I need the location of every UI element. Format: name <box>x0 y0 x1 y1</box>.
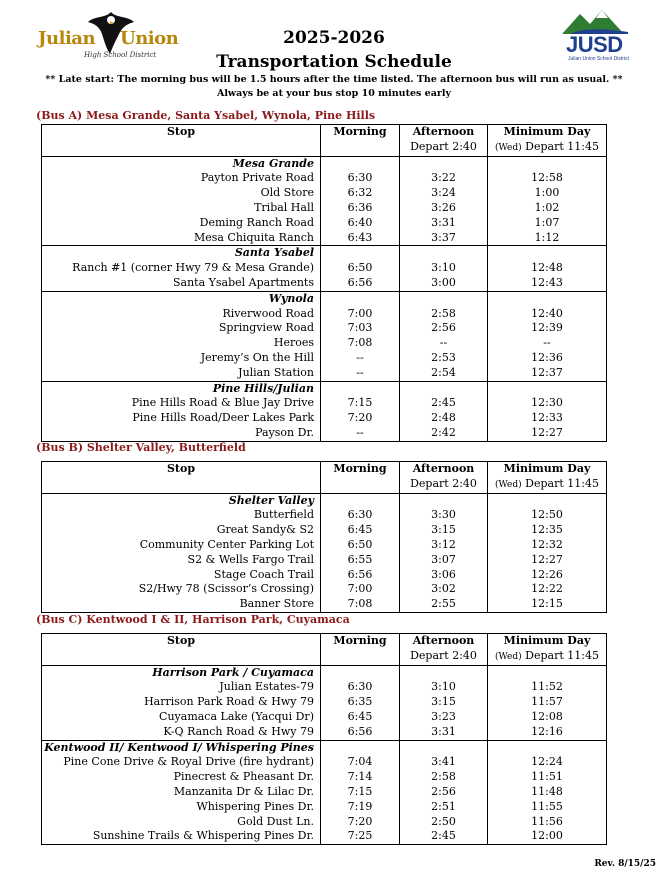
stop-name: Butterfield <box>253 508 314 522</box>
stop-name: Sunshine Trails & Whispering Pines Dr. <box>92 829 314 843</box>
revision-date: Rev. 8/15/25 <box>594 859 656 869</box>
afternoon-time: 3:26 <box>400 201 488 216</box>
minday-time: 12:39 <box>488 321 607 336</box>
morning-time: 7:20 <box>321 411 400 426</box>
afternoon-time: 3:07 <box>400 553 488 568</box>
minday-time: 1:07 <box>488 216 607 231</box>
table-row <box>42 710 607 725</box>
table-row <box>42 815 607 830</box>
minday-time: 12:27 <box>488 426 607 441</box>
morning-time: 6:56 <box>321 276 400 291</box>
stop-name: K-Q Ranch Road & Hwy 79 <box>163 724 314 738</box>
morning-time: 7:04 <box>321 755 400 770</box>
stop-name: Pine Hills Road & Blue Jay Drive <box>131 396 314 410</box>
table-row <box>42 351 607 366</box>
afternoon-header-label: Afternoon <box>412 462 475 475</box>
bus-title: (Bus B) Shelter Valley, Butterfield <box>36 441 246 454</box>
afternoon-time: 2:48 <box>400 411 488 426</box>
minday-time: 12:16 <box>488 725 607 740</box>
table-row <box>42 508 607 523</box>
afternoon-time: 2:42 <box>400 426 488 441</box>
morning-time: 7:00 <box>321 582 400 597</box>
afternoon-time: 3:37 <box>400 231 488 246</box>
morning-time: 7:20 <box>321 815 400 830</box>
table-row <box>42 770 607 785</box>
minday-time: 11:57 <box>488 695 607 710</box>
jusd-subtitle: Julian Union School District <box>568 56 629 62</box>
morning-time: 6:55 <box>321 553 400 568</box>
stop-name: Great Sandy& S2 <box>216 523 314 537</box>
table-header-row <box>42 634 607 666</box>
table-row <box>42 411 607 426</box>
stop-header <box>42 125 321 157</box>
morning-time: 7:19 <box>321 800 400 815</box>
page-title: Transportation Schedule <box>216 52 452 72</box>
morning-header <box>321 634 400 666</box>
table-row <box>42 538 607 553</box>
afternoon-time: 3:02 <box>400 582 488 597</box>
afternoon-header-label: Afternoon <box>412 125 475 138</box>
minday-wed: (Wed) <box>495 142 522 153</box>
morning-time: 6:35 <box>321 695 400 710</box>
morning-header-label: Morning <box>333 634 387 647</box>
afternoon-time: 3:31 <box>400 216 488 231</box>
minday-depart: Depart 11:45 <box>525 139 599 153</box>
morning-time: 6:43 <box>321 231 400 246</box>
stop-name: Mesa Chiquita Ranch <box>193 230 314 244</box>
stop-name: Santa Ysabel Apartments <box>173 275 314 289</box>
group-name: Santa Ysabel <box>42 246 321 261</box>
afternoon-time: 3:24 <box>400 186 488 201</box>
minday-header <box>488 125 607 157</box>
table-row <box>42 725 607 740</box>
afternoon-time: 2:45 <box>400 396 488 411</box>
group-row <box>42 291 607 306</box>
stop-name: S2 & Wells Fargo Trail <box>187 552 314 566</box>
stop-name: Old Store <box>260 186 314 200</box>
afternoon-depart: Depart 2:40 <box>410 476 477 490</box>
morning-time: 6:45 <box>321 523 400 538</box>
afternoon-time: 3:10 <box>400 261 488 276</box>
minday-time: 11:56 <box>488 815 607 830</box>
group-row <box>42 740 607 755</box>
stop-header <box>42 462 321 494</box>
stop-name: Julian Estates-79 <box>219 680 314 694</box>
afternoon-header <box>400 125 488 157</box>
minday-depart: Depart 11:45 <box>525 476 599 490</box>
morning-time: 6:45 <box>321 710 400 725</box>
table-row <box>42 755 607 770</box>
afternoon-time: 3:12 <box>400 538 488 553</box>
schedule-table <box>41 461 607 613</box>
afternoon-time: 3:22 <box>400 171 488 186</box>
table-row <box>42 336 607 351</box>
afternoon-header <box>400 634 488 666</box>
minday-time: 12:40 <box>488 307 607 322</box>
minday-time: 12:32 <box>488 538 607 553</box>
minday-wed: (Wed) <box>495 651 522 662</box>
table-row <box>42 829 607 844</box>
morning-time: 7:03 <box>321 321 400 336</box>
morning-header-label: Morning <box>333 462 387 475</box>
stop-name: S2/Hwy 78 (Scissor’s Crossing) <box>138 582 314 596</box>
stop-header-label: Stop <box>166 125 196 138</box>
stop-header-label: Stop <box>166 634 196 647</box>
stop-name: Pine Cone Drive & Royal Drive (fire hydrant) <box>63 755 314 769</box>
morning-time: 7:25 <box>321 829 400 844</box>
afternoon-time: 3:23 <box>400 710 488 725</box>
afternoon-time: 2:45 <box>400 829 488 844</box>
morning-time: 6:56 <box>321 568 400 583</box>
morning-header-label: Morning <box>333 125 387 138</box>
table-row <box>42 582 607 597</box>
table-row <box>42 216 607 231</box>
stop-name: Stage Coach Trail <box>213 567 314 581</box>
group-name: Kentwood II/ Kentwood I/ Whispering Pines <box>42 740 321 755</box>
afternoon-time: 3:06 <box>400 568 488 583</box>
stop-name: Springview Road <box>218 321 314 335</box>
afternoon-time: 2:50 <box>400 815 488 830</box>
minday-time: 12:24 <box>488 755 607 770</box>
afternoon-depart: Depart 2:40 <box>410 139 477 153</box>
school-year: 2025-2026 <box>283 28 385 48</box>
stop-name: Deming Ranch Road <box>199 215 314 229</box>
minday-time: 12:37 <box>488 366 607 381</box>
minday-time: 11:51 <box>488 770 607 785</box>
afternoon-time: 3:15 <box>400 695 488 710</box>
morning-time: 7:08 <box>321 597 400 612</box>
morning-time: 7:00 <box>321 307 400 322</box>
minday-time: 1:02 <box>488 201 607 216</box>
table-header-row <box>42 125 607 157</box>
bus-title: (Bus A) Mesa Grande, Santa Ysabel, Wynola, Pine Hills <box>36 109 376 122</box>
minday-time: 12:27 <box>488 553 607 568</box>
group-name: Wynola <box>42 291 321 306</box>
table-row <box>42 307 607 322</box>
table-row <box>42 785 607 800</box>
morning-time: 6:50 <box>321 261 400 276</box>
stop-name: Jeremy’s On the Hill <box>200 350 314 364</box>
minday-time: 12:50 <box>488 508 607 523</box>
schedule-table <box>41 124 607 442</box>
logo-word-julian: Julian <box>38 28 96 49</box>
table-row <box>42 523 607 538</box>
minday-time: 12:43 <box>488 276 607 291</box>
stop-name: Payson Dr. <box>255 425 314 439</box>
morning-time: -- <box>321 426 400 441</box>
afternoon-time: 2:58 <box>400 307 488 322</box>
morning-time: 7:14 <box>321 770 400 785</box>
afternoon-time: 3:00 <box>400 276 488 291</box>
group-row <box>42 493 607 508</box>
stop-name: Ranch #1 (corner Hwy 79 & Mesa Grande) <box>72 261 314 275</box>
stop-name: Payton Private Road <box>200 171 314 185</box>
late-start-note: ** Late start: The morning bus will be 1.5 hours after the time listed. The afternoon bus will run as usual. ** <box>45 74 623 85</box>
morning-time: 6:32 <box>321 186 400 201</box>
afternoon-time: -- <box>400 336 488 351</box>
stop-name: Tribal Hall <box>254 200 314 214</box>
table-row <box>42 186 607 201</box>
minday-header-label: Minimum Day <box>503 462 591 475</box>
afternoon-time: 2:54 <box>400 366 488 381</box>
morning-time: 6:36 <box>321 201 400 216</box>
minday-header-label: Minimum Day <box>503 634 591 647</box>
table-row <box>42 366 607 381</box>
morning-time: 6:30 <box>321 680 400 695</box>
afternoon-time: 2:51 <box>400 800 488 815</box>
schedule-table <box>41 633 607 845</box>
stop-name: Pinecrest & Pheasant Dr. <box>173 770 314 784</box>
afternoon-time: 2:56 <box>400 785 488 800</box>
minday-time: 11:55 <box>488 800 607 815</box>
morning-time: 6:56 <box>321 725 400 740</box>
group-row <box>42 665 607 680</box>
minday-time: 12:48 <box>488 261 607 276</box>
minday-depart: Depart 11:45 <box>525 648 599 662</box>
minday-time: 12:36 <box>488 351 607 366</box>
table-row <box>42 171 607 186</box>
minday-time: 12:00 <box>488 829 607 844</box>
arrival-note: Always be at your bus stop 10 minutes early <box>216 88 452 99</box>
afternoon-time: 2:58 <box>400 770 488 785</box>
minday-header <box>488 634 607 666</box>
stop-name: Harrison Park Road & Hwy 79 <box>144 695 314 709</box>
logo-subtitle: High School District <box>84 51 157 59</box>
stop-name: Banner Store <box>239 597 314 611</box>
table-row <box>42 680 607 695</box>
morning-time: 7:08 <box>321 336 400 351</box>
afternoon-header <box>400 462 488 494</box>
minday-header <box>488 462 607 494</box>
minday-time: 12:30 <box>488 396 607 411</box>
afternoon-time: 3:41 <box>400 755 488 770</box>
table-row <box>42 231 607 246</box>
minday-time: 11:52 <box>488 680 607 695</box>
table-row <box>42 597 607 612</box>
table-row <box>42 695 607 710</box>
stop-name: Manzanita Dr & Lilac Dr. <box>173 784 314 798</box>
group-row <box>42 381 607 396</box>
stop-header <box>42 634 321 666</box>
morning-time: 7:15 <box>321 785 400 800</box>
group-row <box>42 156 607 171</box>
minday-time: 12:26 <box>488 568 607 583</box>
stop-name: Pine Hills Road/Deer Lakes Park <box>132 411 314 425</box>
stop-name: Whispering Pines Dr. <box>196 799 314 813</box>
stop-header-label: Stop <box>166 462 196 475</box>
minday-time: 12:33 <box>488 411 607 426</box>
table-row <box>42 201 607 216</box>
morning-time: 6:50 <box>321 538 400 553</box>
morning-time: 7:15 <box>321 396 400 411</box>
group-name: Harrison Park / Cuyamaca <box>152 665 314 679</box>
stop-name: Gold Dust Ln. <box>237 814 314 828</box>
morning-time: 6:30 <box>321 508 400 523</box>
afternoon-header-label: Afternoon <box>412 634 475 647</box>
minday-header-label: Minimum Day <box>503 125 591 138</box>
morning-header <box>321 125 400 157</box>
group-name: Pine Hills/Julian <box>42 381 321 396</box>
minday-time: 12:15 <box>488 597 607 612</box>
afternoon-depart: Depart 2:40 <box>410 648 477 662</box>
minday-time: 12:08 <box>488 710 607 725</box>
group-row <box>42 246 607 261</box>
table-row <box>42 261 607 276</box>
minday-time: 1:00 <box>488 186 607 201</box>
table-row <box>42 426 607 441</box>
logo-word-union: Union <box>120 28 179 49</box>
morning-header <box>321 462 400 494</box>
minday-time: 12:58 <box>488 171 607 186</box>
table-row <box>42 553 607 568</box>
morning-time: 6:40 <box>321 216 400 231</box>
bus-title: (Bus C) Kentwood I & II, Harrison Park, Cuyamaca <box>36 613 350 626</box>
morning-time: -- <box>321 366 400 381</box>
table-row <box>42 396 607 411</box>
jusd-wordmark: JUSD <box>566 32 623 57</box>
minday-time: 1:12 <box>488 231 607 246</box>
minday-time: -- <box>488 336 607 351</box>
stop-name: Community Center Parking Lot <box>139 537 314 551</box>
table-header-row <box>42 462 607 494</box>
afternoon-time: 2:53 <box>400 351 488 366</box>
afternoon-time: 3:10 <box>400 680 488 695</box>
morning-time: -- <box>321 351 400 366</box>
afternoon-time: 3:31 <box>400 725 488 740</box>
minday-time: 11:48 <box>488 785 607 800</box>
group-name: Mesa Grande <box>232 156 314 170</box>
table-row <box>42 276 607 291</box>
afternoon-time: 2:55 <box>400 597 488 612</box>
table-row <box>42 321 607 336</box>
table-row <box>42 800 607 815</box>
stop-name: Cuyamaca Lake (Yacqui Dr) <box>159 709 314 723</box>
afternoon-time: 2:56 <box>400 321 488 336</box>
afternoon-time: 3:30 <box>400 508 488 523</box>
stop-name: Julian Station <box>238 365 314 379</box>
group-name: Shelter Valley <box>228 493 314 507</box>
morning-time: 6:30 <box>321 171 400 186</box>
minday-time: 12:35 <box>488 523 607 538</box>
minday-time: 12:22 <box>488 582 607 597</box>
stop-name: Riverwood Road <box>222 306 314 320</box>
stop-name: Heroes <box>273 336 314 350</box>
table-row <box>42 568 607 583</box>
minday-wed: (Wed) <box>495 479 522 490</box>
afternoon-time: 3:15 <box>400 523 488 538</box>
